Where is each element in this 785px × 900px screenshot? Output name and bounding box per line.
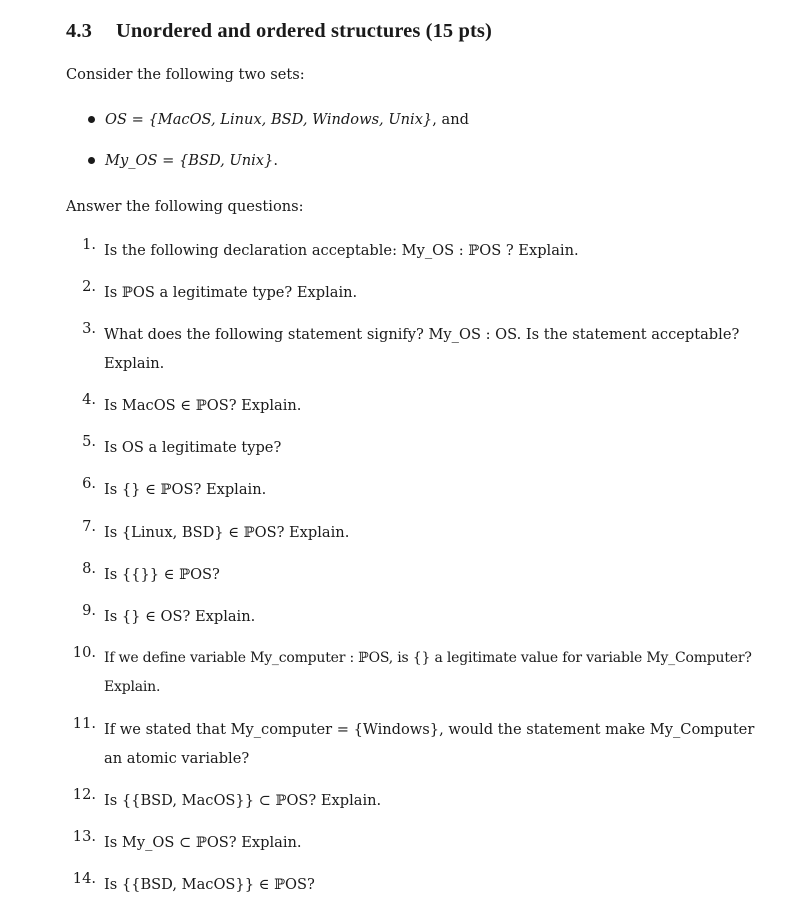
section-heading	[66, 20, 492, 43]
question-number: 12.	[72, 786, 96, 803]
question-line-1: What does the following statement signify? My_OS : OS. Is the statement acceptable?	[104, 326, 740, 343]
question-line-2: an atomic variable?	[104, 750, 250, 767]
section-title: Unordered and ordered structures (15 pts)	[116, 20, 492, 42]
bullet-suffix: , and	[432, 111, 469, 128]
question-text: Is the following declaration acceptable: My_OS : ℙOS ? Explain.	[104, 242, 579, 259]
question-number: 1.	[82, 236, 96, 253]
question-text: Is {{}} ∈ ℙOS?	[104, 566, 220, 583]
intro-text: Consider the following two sets:	[66, 66, 305, 83]
question-number: 9.	[82, 602, 96, 619]
question-line-1: If we define variable My_computer : ℙOS, is {} a legitimate value for variable My_Computer?	[104, 650, 752, 666]
question-line-2: Explain.	[104, 679, 161, 695]
question-number: 11.	[72, 715, 96, 732]
question-text: Is MacOS ∈ ℙOS? Explain.	[104, 397, 302, 414]
question-text: Is {} ∈ OS? Explain.	[104, 608, 256, 625]
bullet-os-set	[88, 111, 469, 128]
question-number: 4.	[82, 391, 96, 408]
question-text: Is {{BSD, MacOS}} ⊂ ℙOS? Explain.	[104, 792, 382, 809]
question-text: Is {} ∈ ℙOS? Explain.	[104, 481, 267, 498]
question-text	[104, 320, 764, 378]
section-number: 4.3	[66, 20, 92, 42]
question-text: Is ℙOS a legitimate type? Explain.	[104, 284, 358, 301]
question-line-1: If we stated that My_computer = {Windows}, would the statement make My_Computer	[104, 721, 755, 738]
question-text: Is {{BSD, MacOS}} ∈ ℙOS?	[104, 876, 315, 893]
bullet-dot	[88, 157, 95, 164]
question-number: 10.	[72, 644, 96, 661]
bullet-suffix: .	[273, 152, 278, 169]
question-number: 7.	[82, 518, 96, 535]
question-text: Is OS a legitimate type?	[104, 439, 282, 456]
question-number: 5.	[82, 433, 96, 450]
question-text: Is My_OS ⊂ ℙOS? Explain.	[104, 834, 302, 851]
os-set-expression: OS = {MacOS, Linux, BSD, Windows, Unix}	[105, 111, 433, 128]
bullet-dot	[88, 116, 95, 123]
question-number: 3.	[82, 320, 96, 337]
question-number: 8.	[82, 560, 96, 577]
bullet-my-os-set	[88, 152, 278, 169]
question-number: 14.	[72, 870, 96, 887]
question-text	[104, 644, 764, 702]
question-text	[104, 715, 764, 773]
question-line-2: Explain.	[104, 355, 165, 372]
question-text: Is {Linux, BSD} ∈ ℙOS? Explain.	[104, 524, 350, 541]
question-number: 2.	[82, 278, 96, 295]
question-number: 13.	[72, 828, 96, 845]
my-os-set-expression: My_OS = {BSD, Unix}	[105, 152, 274, 169]
answer-prompt: Answer the following questions:	[66, 198, 304, 215]
question-number: 6.	[82, 475, 96, 492]
